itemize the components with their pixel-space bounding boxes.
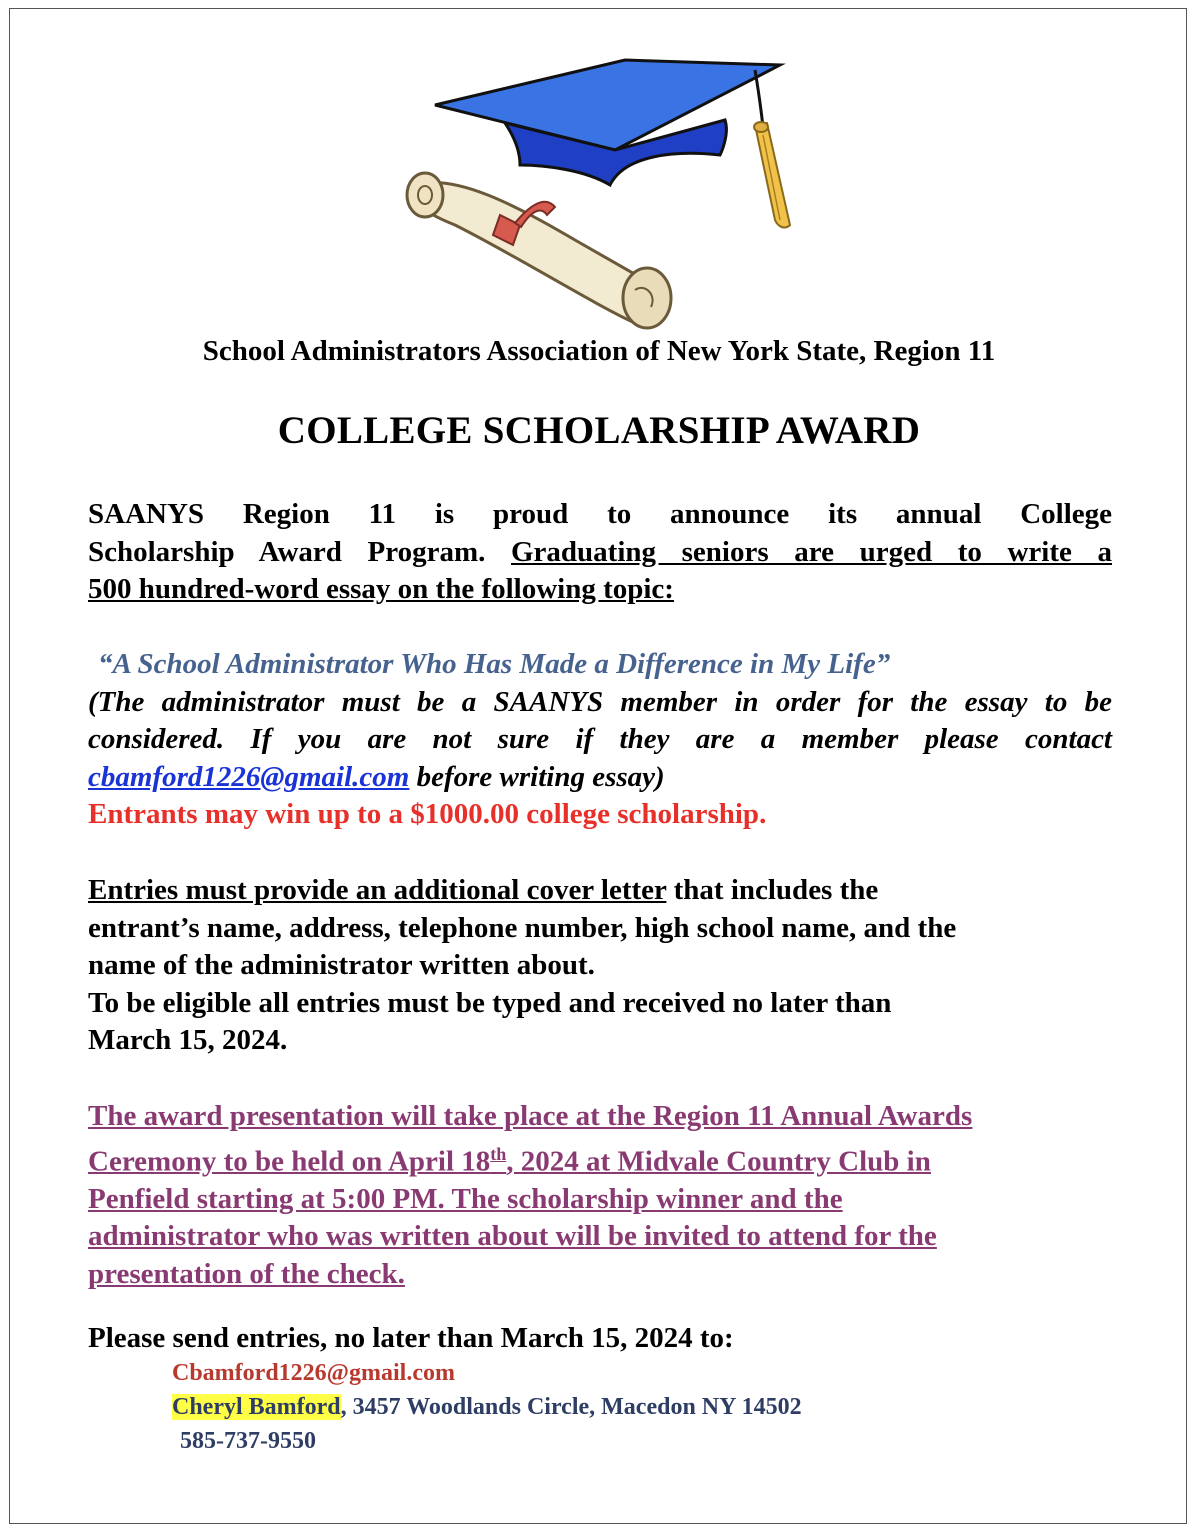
- intro-paragraph: [88, 496, 1112, 609]
- essay-topic: “A School Administrator Who Has Made a Difference in My Life”: [98, 648, 891, 680]
- award-line-2-b: , 2024 at Midvale Country Club in: [506, 1145, 931, 1178]
- contact-address: , 3457 Woodlands Circle, Macedon NY 14502: [340, 1394, 802, 1420]
- award-line-1: [88, 1098, 1112, 1136]
- entries-line-1: [88, 872, 1112, 910]
- entries-line-2: entrant’s name, address, telephone number, high school name, and the: [88, 911, 957, 944]
- diploma-scroll-icon: [407, 173, 671, 328]
- award-line-3: [88, 1181, 1112, 1219]
- contact-phone: 585-737-9550: [180, 1428, 316, 1454]
- topic-note-line-2: considered. If you are not sure if they are a member please contact: [88, 723, 1112, 755]
- prize-text: Entrants may win up to a $1000.00 college scholarship.: [88, 798, 767, 830]
- intro-line-2: [88, 534, 1112, 572]
- topic-note-end: before writing essay): [409, 760, 665, 793]
- contact-email-link[interactable]: cbamford1226@gmail.com: [88, 760, 410, 793]
- topic-section: [88, 646, 1112, 834]
- award-line-4: [88, 1218, 1112, 1256]
- topic-note-line-1: (The administrator must be a SAANYS member in order for the essay to be: [88, 685, 1112, 718]
- entries-section: [88, 872, 1112, 1060]
- intro-line-2-plain: Scholarship Award Program.: [88, 535, 511, 568]
- topic-note-line-3: [88, 759, 1112, 797]
- intro-line-1: SAANYS Region 11 is proud to announce its annual College: [88, 498, 1112, 530]
- award-line-3-text: Penfield starting at 5:00 PM. The scholarship winner and the: [88, 1182, 843, 1215]
- entries-rest: that includes the: [666, 874, 879, 906]
- intro-line-3: 500 hundred-word essay on the following topic:: [88, 573, 674, 605]
- award-line-4-text: administrator who was written about will be invited to attend for the: [88, 1220, 937, 1253]
- contact-block: [172, 1356, 802, 1458]
- send-heading: Please send entries, no later than March 15, 2024 to:: [88, 1322, 734, 1354]
- award-line-1-text: The award presentation will take place at the Region 11 Annual Awards: [88, 1100, 973, 1132]
- contact-address-line: [172, 1390, 802, 1424]
- entries-line-3: name of the administrator written about.: [88, 949, 595, 981]
- entries-line-4: To be eligible all entries must be typed and received no later than: [88, 986, 892, 1019]
- entries-underlined: Entries must provide an additional cover letter: [88, 874, 667, 906]
- award-date-suffix: th: [490, 1143, 507, 1164]
- award-line-2: [88, 1136, 1112, 1181]
- organization-name: School Administrators Association of New York State, Region 11: [202, 335, 996, 367]
- graduation-art: [395, 55, 795, 340]
- contact-email[interactable]: Cbamford1226@gmail.com: [172, 1360, 455, 1386]
- entries-line-5: March 15, 2024.: [88, 1024, 288, 1056]
- page-title: COLLEGE SCHOLARSHIP AWARD: [277, 409, 921, 452]
- award-line-2-a: Ceremony to be held on April 18: [88, 1145, 491, 1178]
- award-line-5-text: presentation of the check.: [88, 1257, 405, 1290]
- award-section: [88, 1098, 1112, 1293]
- award-line-5: [88, 1256, 1112, 1294]
- contact-name: Cheryl Bamford: [172, 1394, 341, 1420]
- intro-line-2-underlined: Graduating seniors are urged to write a: [510, 535, 1112, 568]
